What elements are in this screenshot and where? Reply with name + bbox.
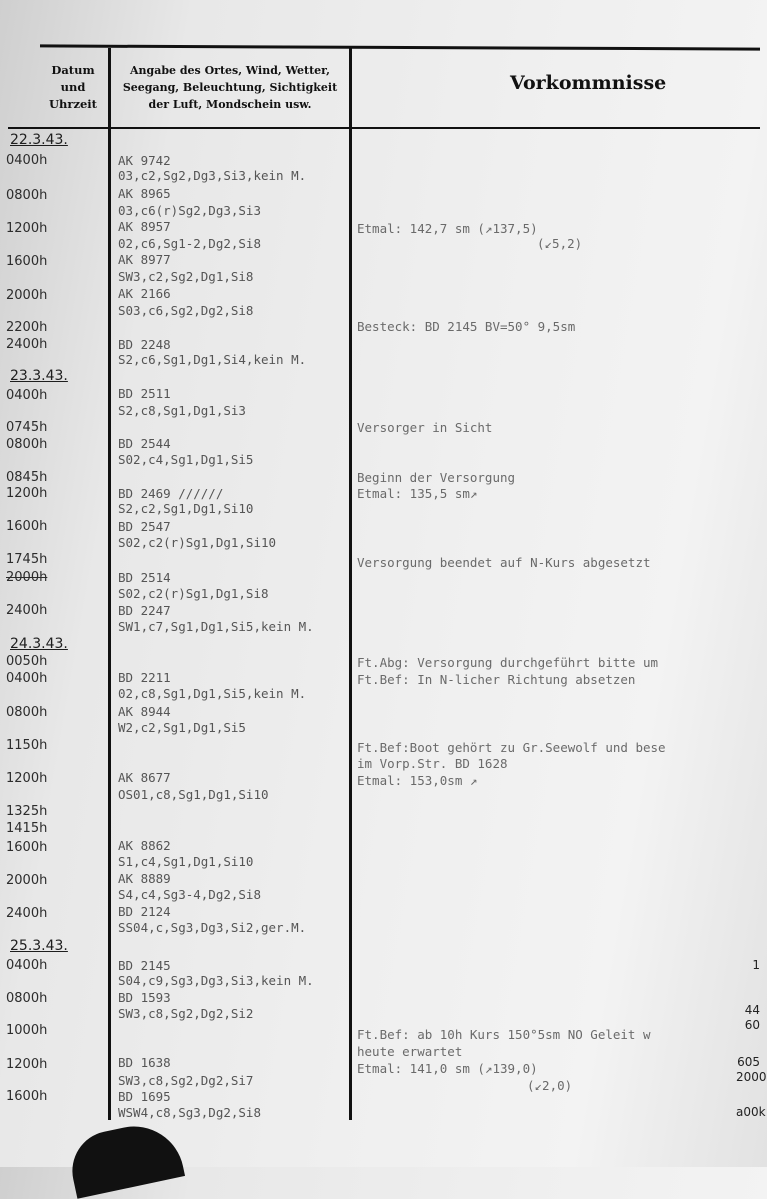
log-time: 2400h (6, 337, 48, 352)
weather-observation: SW3,c8,Sg2,Dg2,Si2 (118, 1006, 254, 1021)
log-time: 1200h (6, 771, 48, 786)
log-time: 0400h (6, 153, 48, 168)
finger-shadow (65, 1117, 185, 1199)
position-grid: AK 8862 (118, 838, 171, 853)
edge-mark: 2000 (736, 1070, 767, 1084)
log-time: 0800h (6, 437, 48, 452)
weather-observation: SW1,c7,Sg1,Dg1,Si5,kein M. (118, 619, 314, 634)
log-date: 23.3.43. (10, 368, 68, 384)
log-time: 1325h (6, 804, 48, 819)
weather-observation: S2,c6,Sg1,Dg1,Si4,kein M. (118, 352, 307, 367)
weather-observation: S02,c4,Sg1,Dg1,Si5 (118, 452, 254, 467)
weather-observation: OS01,c8,Sg1,Dg1,Si10 (118, 787, 269, 802)
log-time: 1745h (6, 552, 48, 567)
position-grid: BD 1638 (118, 1055, 171, 1070)
weather-observation: SW3,c8,Sg2,Dg2,Si7 (118, 1073, 254, 1088)
weather-observation: 02,c6,Sg1-2,Dg2,Si8 (118, 236, 261, 251)
position-grid: BD 2248 (118, 337, 171, 352)
position-grid: BD 2124 (118, 904, 171, 919)
event-entry: Ft.Abg: Versorgung durchgeführt bitte um (357, 655, 659, 670)
event-entry: Etmal: 141,0 sm (↗139,0) (357, 1061, 538, 1076)
weather-observation: S04,c9,Sg3,Dg3,Si3,kein M. (118, 973, 314, 988)
position-grid: BD 2247 (118, 603, 171, 618)
log-time: 0050h (6, 654, 48, 669)
event-entry: Etmal: 153,0sm ↗ (357, 773, 478, 788)
weather-observation: S4,c4,Sg3-4,Dg2,Si8 (118, 887, 261, 902)
edge-mark: 605 (737, 1055, 760, 1069)
weather-observation: S1,c4,Sg1,Dg1,Si10 (118, 854, 254, 869)
log-time: 0400h (6, 671, 48, 686)
column-divider-1 (108, 48, 111, 1120)
log-time: 2200h (6, 320, 48, 335)
position-grid: BD 1695 (118, 1089, 171, 1104)
weather-observation: S02,c2(r)Sg1,Dg1,Si10 (118, 535, 277, 550)
log-date: 22.3.43. (10, 132, 68, 148)
weather-observation: 02,c8,Sg1,Dg1,Si5,kein M. (118, 686, 307, 701)
log-time: 1415h (6, 821, 48, 836)
position-grid: AK 2166 (118, 286, 171, 301)
event-entry: Ft.Bef: In N-licher Richtung absetzen (357, 672, 636, 687)
position-grid: BD 2544 (118, 436, 171, 451)
header-date-line-3: Uhrzeit (49, 97, 97, 111)
weather-observation: WSW4,c8,Sg3,Dg2,Si8 (118, 1105, 261, 1120)
log-time: 0800h (6, 991, 48, 1006)
log-time: 2000h (6, 288, 48, 303)
position-grid: AK 9742 (118, 153, 171, 168)
position-grid: BD 2547 (118, 519, 171, 534)
log-time: 2400h (6, 906, 48, 921)
event-entry: Ft.Bef: ab 10h Kurs 150°5sm NO Geleit w (357, 1027, 651, 1042)
edge-mark: 60 (744, 1018, 760, 1032)
log-time: 1600h (6, 840, 48, 855)
weather-observation: S2,c8,Sg1,Dg1,Si3 (118, 403, 246, 418)
event-entry: im Vorp.Str. BD 1628 (357, 756, 508, 771)
log-time: 1600h (6, 254, 48, 269)
position-grid: BD 2145 (118, 958, 171, 973)
header-location-line-1: Angabe des Ortes, Wind, Wetter, (129, 64, 331, 77)
event-entry: Besteck: BD 2145 BV=50° 9,5sm (357, 319, 576, 334)
position-grid: BD 2469 ////// (118, 486, 224, 501)
event-entry: Versorger in Sicht (357, 420, 493, 435)
event-entry: Etmal: 142,7 sm (↗137,5) (357, 221, 538, 236)
position-grid: AK 8977 (118, 252, 171, 267)
weather-observation: SW3,c2,Sg2,Dg1,Si8 (118, 269, 254, 284)
header-date-column (40, 62, 106, 113)
log-time: 2400h (6, 603, 48, 618)
log-time: 1200h (6, 221, 48, 236)
log-time: 0800h (6, 705, 48, 720)
header-events-column: Vorkommnisse (510, 72, 667, 94)
weather-observation: S02,c2(r)Sg1,Dg1,Si8 (118, 586, 269, 601)
edge-mark: 1 (752, 958, 760, 972)
log-time: 0800h (6, 188, 48, 203)
header-date-line-2: und (60, 80, 86, 94)
position-grid: AK 8957 (118, 219, 171, 234)
position-grid: AK 8889 (118, 871, 171, 886)
edge-mark: 44 (744, 1003, 760, 1017)
position-grid: BD 2211 (118, 670, 171, 685)
event-entry: Beginn der Versorgung (357, 470, 516, 485)
event-entry: Etmal: 135,5 sm↗ (357, 486, 478, 501)
log-date: 25.3.43. (10, 938, 68, 954)
weather-observation: SS04,c,Sg3,Dg3,Si2,ger.M. (118, 920, 307, 935)
log-time: 1200h (6, 486, 48, 501)
log-time: 1150h (6, 738, 48, 753)
event-entry: (↙5,2) (537, 236, 583, 251)
log-time: 2000h (6, 873, 48, 888)
position-grid: BD 1593 (118, 990, 171, 1005)
header-date-line-1: Datum (51, 63, 95, 77)
header-top-rule (40, 44, 760, 50)
weather-observation: W2,c2,Sg1,Dg1,Si5 (118, 720, 246, 735)
weather-observation: 03,c6(r)Sg2,Dg3,Si3 (118, 203, 261, 218)
position-grid: AK 8944 (118, 704, 171, 719)
header-location-line-2: Seegang, Beleuchtung, Sichtigkeit (122, 81, 338, 94)
event-entry: Versorgung beendet auf N-Kurs abgesetzt (357, 555, 651, 570)
log-time: 0400h (6, 388, 48, 403)
log-time: 0745h (6, 420, 48, 435)
edge-mark: a00k (736, 1105, 766, 1119)
log-time: 0400h (6, 958, 48, 973)
position-grid: BD 2514 (118, 570, 171, 585)
log-date: 24.3.43. (10, 636, 68, 652)
event-entry: heute erwartet (357, 1044, 463, 1059)
event-entry: (↙2,0) (527, 1078, 573, 1093)
header-location-column (112, 62, 348, 113)
log-time: 0845h (6, 470, 48, 485)
log-time: 1600h (6, 1089, 48, 1104)
event-entry: Ft.Bef:Boot gehört zu Gr.Seewolf und bese (357, 740, 666, 755)
position-grid: AK 8965 (118, 186, 171, 201)
log-time: 1200h (6, 1057, 48, 1072)
log-time: 1600h (6, 519, 48, 534)
weather-observation: 03,c2,Sg2,Dg3,Si3,kein M. (118, 168, 307, 183)
position-grid: AK 8677 (118, 770, 171, 785)
log-time: 2000h (6, 570, 48, 585)
header-location-line-3: der Luft, Mondschein usw. (148, 98, 312, 111)
position-grid: BD 2511 (118, 386, 171, 401)
weather-observation: S2,c2,Sg1,Dg1,Si10 (118, 501, 254, 516)
weather-observation: S03,c6,Sg2,Dg2,Si8 (118, 303, 254, 318)
header-bottom-rule (8, 127, 760, 129)
log-time: 1000h (6, 1023, 48, 1038)
